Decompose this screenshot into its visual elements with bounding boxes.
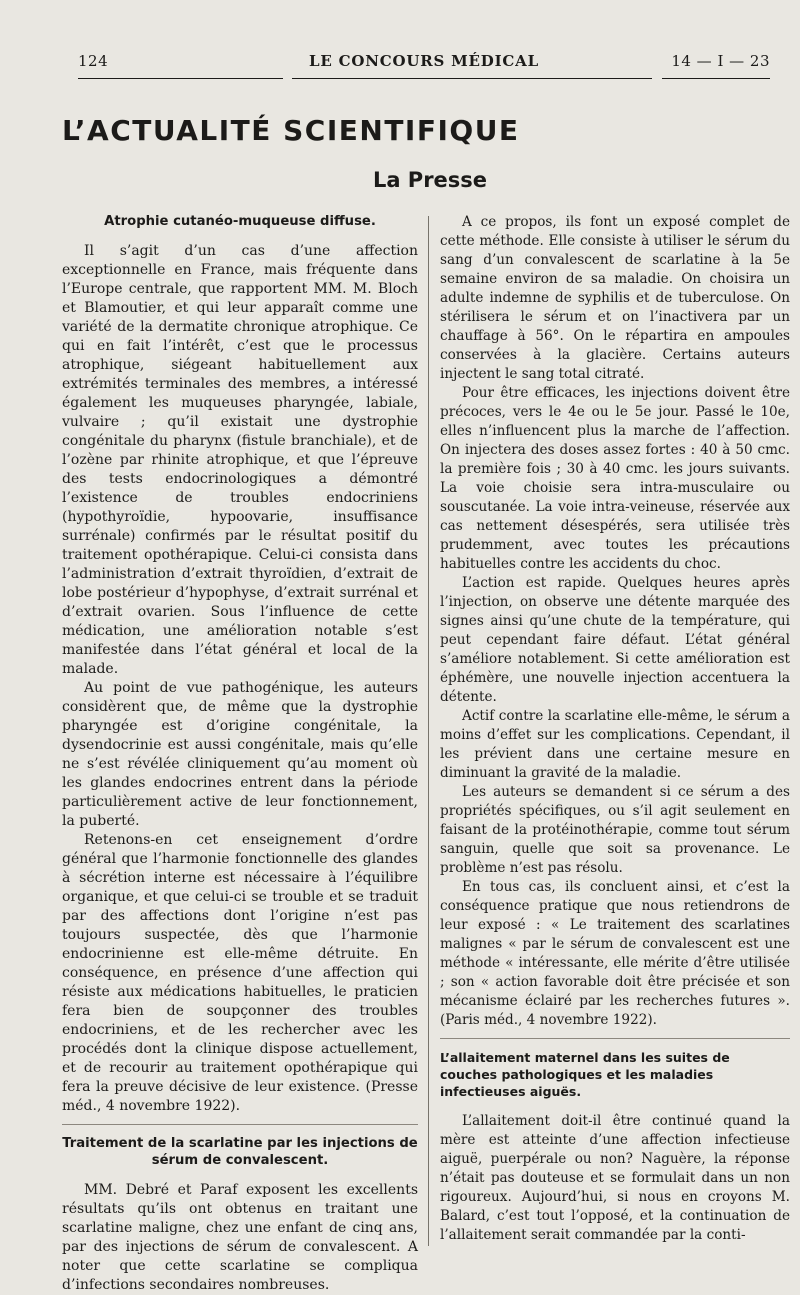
- article-paragraph: MM. Debré et Paraf exposent les excellents résultats qu’ils ont obtenus en traitant une scarlatine maligne, chez une enfant de cinq ans, par des injections de sérum de convalescent. A noter que cette scarlatine se compliqua d’infections secondaires nombreuses.: [62, 1182, 418, 1293]
- header-rule-right: [662, 78, 770, 79]
- article-paragraph: En tous cas, ils concluent ainsi, et c’est la conséquence pratique que nous retiendrons de leur exposé : « Le traitement des scarlatines malignes « par le sérum de convalescent est une méthode « intéressante, elle mérite d’être utilisée ; son « action favorable doit être précisée et son mécanisme éclairé par les recherches futures ». (Paris méd., 4 novembre 1922).: [440, 879, 790, 1028]
- article-paragraph: A ce propos, ils font un exposé complet de cette méthode. Elle consiste à utiliser le sérum du sang d’un convalescent de scarlatine à la 5e semaine environ de sa maladie. On choisira un adulte indemne de syphilis et de tuberculose. On stérilisera le sérum et on l’inactivera par un chauffage à 56°. On le répartira en ampoules conservées à la glacière. Certains auteurs injectent le sang total citraté.: [440, 214, 790, 382]
- article-separator: [440, 1038, 790, 1039]
- journal-title: LE CONCOURS MÉDICAL: [309, 52, 539, 70]
- article-paragraph: Il s’agit d’un cas d’une affection exceptionnelle en France, mais fréquente dans l’Europe centrale, que rapportent MM. M. Bloch et Blamoutier, et qui leur apparaît comme une variété de la dermatite chronique atrophique. Ce qui en fait l’intérêt, c’est que le processus atrophique, siégeant habituellement aux extrémités terminales des membres, a intéressé également les muqueuses pharyngée, labiale, vulvaire ; qu’il existait une dystrophie congénitale du pharynx (fistule branchiale), et de l’ozène par rhinite atrophique, et que l’épreuve des tests endocrinologiques a démontré l’existence de troubles endocriniens (hypothyroïdie, hypoovarie, insuffisance surrénale) confirmés par le résultat positif du traitement opothérapique. Celui-ci consista dans l’administration d’extrait thyroïdien, d’extrait de lobe postérieur d’hypophyse, d’extrait surrénal et d’extrait ovarien. Sous l’influence de cette médication, une amélioration notable s’est manifestée dans l’état général et local de la malade.: [62, 243, 418, 677]
- running-header: [78, 52, 770, 74]
- column-divider: [428, 216, 429, 1246]
- subsection-title: La Presse: [372, 168, 488, 192]
- article-paragraph: Actif contre la scarlatine elle-même, le sérum a moins d’effet sur les complications. Cependant, il les prévient dans une certaine mesure en diminuant la gravité de la maladie.: [440, 708, 790, 781]
- article-title-allaitement: L’allaitement maternel dans les suites de couches pathologiques et les maladies infectieuses aiguës.: [440, 1050, 730, 1099]
- article-title-atrophie: Atrophie cutanéo-muqueuse diffuse.: [104, 214, 376, 229]
- left-column: [62, 213, 418, 1295]
- article-paragraph: Au point de vue pathogénique, les auteurs considèrent que, de même que la dystrophie pharyngée est d’origine congénitale, la dysendocrinie est aussi congénitale, mais qu’elle ne s’est révélée cliniquement qu’au moment où les glandes endocrines entrent dans la période particulièrement active de leur fonctionnement, la puberté.: [62, 680, 418, 829]
- article-paragraph: L’allaitement doit-il être continué quand la mère est atteinte d’une affection infectieuse aiguë, puerpérale ou non? Naguère, la réponse n’était pas douteuse et se formulait dans un non rigoureux. Aujourd’hui, si nous en croyons M. Balard, c’est tout l’opposé, et la continuation de l’allaitement serait commandée par la conti-: [440, 1113, 790, 1243]
- article-paragraph: Pour être efficaces, les injections doivent être précoces, vers le 4e ou le 5e jour. Passé le 10e, elles n’influencent plus la marche de l’affection. On injectera des doses assez fortes : 40 à 50 cmc. la première fois ; 30 à 40 cmc. les jours suivants. La voie choisie sera intra-musculaire ou souscutanée. La voie intra-veineuse, réservée aux cas nettement désespérés, sera utilisée très prudemment, avec toutes les précautions habituelles contre les accidents du choc.: [440, 385, 790, 572]
- article-title-scarlatine: Traitement de la scarlatine par les injections de sérum de convalescent.: [62, 1136, 418, 1168]
- article-separator: [62, 1124, 418, 1125]
- article-paragraph: L’action est rapide. Quelques heures après l’injection, on observe une détente marquée des signes ainsi qu’une chute de la température, qui peut cependant faire défaut. L’état général s’améliore notablement. Si cette amélioration est éphémère, une nouvelle injection accentuera la détente.: [440, 575, 790, 705]
- header-rule-center: [292, 78, 652, 79]
- page-number: 124: [78, 52, 109, 70]
- article-paragraph: Retenons-en cet enseignement d’ordre général que l’harmonie fonctionnelle des glandes à sécrétion interne est nécessaire à l’équilibre organique, et que celui-ci se trouble et se traduit par des affections dont l’origine n’est pas toujours suspectée, dès que l’harmonie endocrinienne est elle-même détruite. En conséquence, en présence d’une affection qui résiste aux médications habituelles, le praticien fera bien de soupçonner des troubles endocriniens, et de les rechercher avec les procédés dont la clinique dispose actuellement, et de recourir au traitement opothérapique qui fera la preuve décisive de leur existence. (Presse méd., 4 novembre 1922).: [62, 832, 418, 1114]
- section-title: L’ACTUALITÉ SCIENTIFIQUE: [62, 114, 520, 147]
- header-rule-left: [78, 78, 283, 79]
- issue-date: 14 — I — 23: [671, 52, 770, 70]
- article-paragraph: Les auteurs se demandent si ce sérum a des propriétés spécifiques, ou s’il agit seulement en faisant de la protéinothérapie, comme tout sérum sanguin, quelle que soit sa provenance. Le problème n’est pas résolu.: [440, 784, 790, 876]
- right-column: [440, 213, 790, 1245]
